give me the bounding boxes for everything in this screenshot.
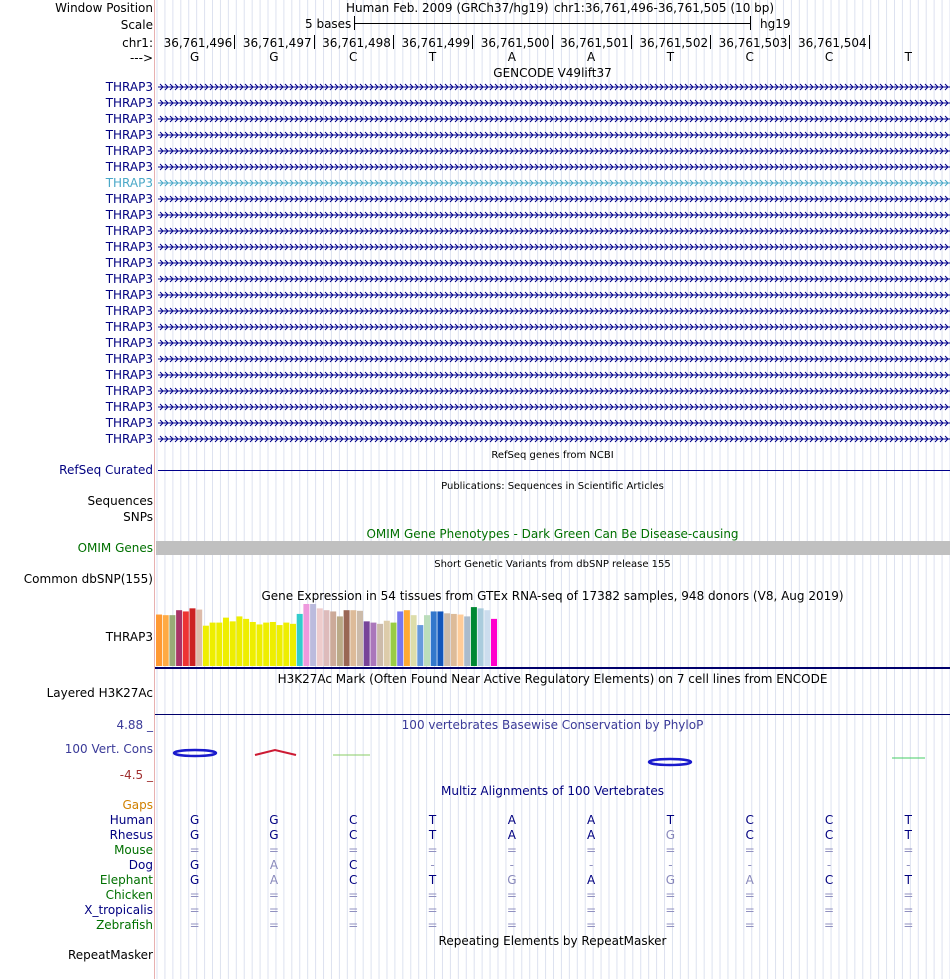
aligned-base: G [189, 828, 200, 842]
gtex-tissue-bar[interactable] [176, 610, 182, 666]
reference-base: T [428, 50, 437, 64]
gtex-tissue-bar[interactable] [183, 611, 189, 666]
species-label[interactable]: Rhesus [109, 828, 153, 842]
aligned-base: = [348, 918, 359, 932]
aligned-base: T [904, 873, 913, 887]
gencode-transcript[interactable] [158, 290, 950, 300]
phylop-letter-g-2 [649, 759, 691, 765]
aligned-base: = [586, 918, 597, 932]
gtex-tissue-bar[interactable] [451, 614, 457, 666]
phylop-logo[interactable] [155, 744, 950, 774]
reference-base: A [587, 50, 596, 64]
aligned-base: = [189, 918, 200, 932]
aligned-base: G [665, 828, 676, 842]
strand-label: ---> [129, 51, 153, 65]
gencode-gene-label[interactable]: THRAP3 [105, 128, 153, 142]
species-label[interactable]: X_tropicalis [84, 903, 153, 917]
aligned-base: = [268, 843, 279, 857]
gtex-tissue-bar[interactable] [377, 624, 383, 666]
gtex-tissue-bar[interactable] [350, 610, 356, 666]
species-label[interactable]: Dog [128, 858, 153, 872]
aligned-base: = [903, 843, 914, 857]
coordinate-label: 36,761,502 [639, 36, 709, 50]
gtex-tissue-bar[interactable] [216, 623, 222, 666]
gencode-transcript[interactable] [158, 402, 950, 412]
gtex-tissue-bar[interactable] [310, 604, 316, 666]
aligned-base: = [824, 843, 835, 857]
gencode-transcript[interactable] [158, 98, 950, 108]
gtex-tissue-bar[interactable] [364, 621, 370, 666]
aligned-base: G [665, 873, 676, 887]
snps-label[interactable]: SNPs [123, 510, 153, 524]
reference-base: C [349, 50, 358, 64]
gencode-transcript[interactable] [158, 114, 950, 124]
reference-base: T [904, 50, 913, 64]
aligned-base: = [189, 843, 200, 857]
gencode-transcript[interactable] [158, 274, 950, 284]
aligned-base: = [744, 918, 755, 932]
aligned-base: A [745, 873, 754, 887]
aligned-base: = [189, 888, 200, 902]
aligned-base: T [904, 813, 913, 827]
phylop-min-label: -4.5 _ [119, 768, 153, 782]
aligned-base: C [824, 873, 834, 887]
aligned-base: = [268, 903, 279, 917]
gtex-tissue-bar[interactable] [303, 604, 309, 666]
aligned-base: - [588, 858, 594, 872]
assembly-text: Human Feb. 2009 (GRCh37/hg19) [346, 1, 549, 15]
aligned-base: = [348, 843, 359, 857]
gencode-transcript[interactable] [158, 370, 950, 380]
aligned-base: C [349, 858, 358, 872]
aligned-base: C [349, 828, 358, 842]
phylop-letter-a-1 [255, 750, 296, 755]
aligned-base: - [747, 858, 752, 872]
gtex-tissue-bar[interactable] [297, 614, 303, 666]
gencode-title: GENCODE V49lift37 [493, 66, 612, 80]
coordinate-label: 36,761,503 [718, 36, 788, 50]
gtex-tissue-bar[interactable] [437, 611, 443, 666]
gtex-tissue-bar[interactable] [257, 624, 263, 666]
gencode-gene-label[interactable]: THRAP3 [105, 96, 153, 110]
gencode-transcript[interactable] [158, 178, 950, 188]
aligned-base: = [268, 918, 279, 932]
aligned-base: T [428, 828, 437, 842]
aligned-base: = [586, 888, 597, 902]
gtex-baseline [155, 667, 950, 669]
gtex-tissue-bar[interactable] [203, 626, 209, 666]
repeatmasker-title: Repeating Elements by RepeatMasker [438, 934, 667, 948]
aligned-base: C [824, 828, 834, 842]
aligned-base: = [665, 903, 676, 917]
gencode-gene-label[interactable]: THRAP3 [105, 352, 153, 366]
aligned-base: T [428, 873, 437, 887]
aligned-base: = [268, 888, 279, 902]
aligned-base: A [507, 828, 516, 842]
refseq-feature[interactable] [158, 470, 950, 471]
gtex-tissue-bar[interactable] [190, 608, 196, 666]
gtex-tissue-bar[interactable] [290, 624, 296, 666]
phylop-letter-g-1 [174, 750, 216, 756]
aligned-base: = [665, 843, 676, 857]
phylop-label[interactable]: 100 Vert. Cons [64, 742, 153, 756]
omim-title: OMIM Gene Phenotypes - Dark Green Can Be Disease-causing [366, 527, 739, 541]
gtex-label[interactable]: THRAP3 [105, 630, 153, 644]
aligned-base: G [189, 858, 200, 872]
coordinate-label: 36,761,497 [242, 36, 312, 50]
aligned-base: C [349, 813, 358, 827]
aligned-base: = [744, 843, 755, 857]
gencode-transcript[interactable] [158, 258, 950, 268]
gtex-tissue-bar[interactable] [277, 625, 283, 666]
gtex-tissue-bar[interactable] [464, 616, 470, 666]
h3k27ac-title: H3K27Ac Mark (Often Found Near Active Regulatory Elements) on 7 cell lines from ENCODE [277, 672, 828, 686]
gencode-transcript[interactable] [158, 146, 950, 156]
gtex-title: Gene Expression in 54 tissues from GTEx RNA-seq of 17382 samples, 948 donors (V8, Aug 2019) [261, 589, 844, 603]
aligned-base: C [349, 873, 358, 887]
aligned-base: = [427, 843, 438, 857]
gencode-gene-label[interactable]: THRAP3 [105, 240, 153, 254]
gencode-gene-label[interactable]: THRAP3 [105, 208, 153, 222]
gtex-tissue-bar[interactable] [370, 623, 376, 666]
aligned-base: A [269, 873, 279, 887]
aligned-base: - [906, 858, 911, 872]
species-label[interactable]: Elephant [99, 873, 153, 887]
aligned-base: A [587, 813, 596, 827]
aligned-base: C [745, 813, 754, 827]
gencode-transcript[interactable] [158, 434, 950, 444]
gencode-transcript[interactable] [158, 322, 950, 332]
aligned-base: A [587, 873, 596, 887]
gtex-tissue-bar[interactable] [444, 613, 450, 666]
coordinate-label: 36,761,498 [322, 36, 391, 50]
aligned-base: = [348, 888, 359, 902]
gencode-gene-label[interactable]: THRAP3 [105, 272, 153, 286]
gencode-transcript[interactable] [158, 130, 950, 140]
species-label[interactable]: Chicken [105, 888, 153, 902]
aligned-base: = [506, 843, 517, 857]
species-label[interactable]: Mouse [114, 843, 153, 857]
sequences-label[interactable]: Sequences [87, 494, 153, 508]
gencode-transcript[interactable] [158, 338, 950, 348]
chr-label: chr1: [122, 36, 153, 50]
aligned-base: = [824, 888, 835, 902]
aligned-base: T [904, 828, 913, 842]
gtex-tissue-bar[interactable] [404, 610, 410, 666]
phylop-max-label: 4.88 _ [116, 718, 153, 732]
gencode-transcript[interactable] [158, 386, 950, 396]
species-label[interactable]: Human [109, 813, 153, 827]
gtex-tissue-bar[interactable] [223, 618, 229, 666]
gtex-tissue-bar[interactable] [491, 619, 497, 666]
aligned-base: G [189, 873, 200, 887]
coordinate-label: 36,761,500 [480, 36, 550, 50]
phylop-title: 100 vertebrates Basewise Conservation by PhyloP [401, 718, 704, 732]
refseq-label[interactable]: RefSeq Curated [59, 463, 153, 477]
gencode-gene-label[interactable]: THRAP3 [105, 320, 153, 334]
aligned-base: = [744, 888, 755, 902]
gtex-tissue-bar[interactable] [484, 610, 490, 666]
publications-title: Publications: Sequences in Scientific Articles [441, 481, 664, 492]
gtex-tissue-bar[interactable] [471, 607, 477, 666]
aligned-base: = [586, 843, 597, 857]
gtex-tissue-bar[interactable] [417, 625, 423, 666]
h3k27ac-label[interactable]: Layered H3K27Ac [46, 686, 153, 700]
aligned-base: = [824, 918, 835, 932]
gtex-tissue-bar[interactable] [263, 623, 269, 666]
aligned-base: A [269, 858, 279, 872]
gencode-gene-label[interactable]: THRAP3 [105, 224, 153, 238]
aligned-base: = [427, 888, 438, 902]
gtex-tissue-bar[interactable] [344, 610, 350, 666]
gtex-tissue-bar[interactable] [210, 623, 216, 666]
aligned-base: = [506, 903, 517, 917]
gencode-transcript[interactable] [158, 354, 950, 364]
reference-base: A [507, 50, 516, 64]
gtex-tissue-bar[interactable] [478, 608, 484, 666]
h3k27ac-baseline [155, 714, 950, 715]
window-position-label: Window Position [55, 1, 153, 15]
gencode-gene-label[interactable]: THRAP3 [105, 416, 153, 430]
coordinate-tick [869, 35, 870, 49]
multiz-title: Multiz Alignments of 100 Vertebrates [440, 784, 665, 798]
gencode-transcript[interactable] [158, 226, 950, 236]
omim-label[interactable]: OMIM Genes [77, 541, 153, 555]
gtex-tissue-bar[interactable] [384, 621, 390, 666]
aligned-base: = [665, 888, 676, 902]
gencode-transcript[interactable] [158, 194, 950, 204]
scale-text: 5 bases [305, 17, 352, 31]
db-text: hg19 [760, 17, 791, 31]
gencode-gene-label[interactable]: THRAP3 [105, 400, 153, 414]
aligned-base: = [427, 918, 438, 932]
aligned-base: A [587, 828, 596, 842]
gtex-tissue-bar[interactable] [411, 615, 417, 666]
aligned-base: - [826, 858, 832, 872]
omim-feature[interactable] [156, 541, 950, 555]
gencode-gene-label[interactable]: THRAP3 [105, 384, 153, 398]
aligned-base: = [427, 903, 438, 917]
aligned-base: = [189, 903, 200, 917]
gencode-gene-label[interactable]: THRAP3 [105, 160, 153, 174]
repeatmasker-label[interactable]: RepeatMasker [67, 948, 153, 962]
gtex-tissue-bar[interactable] [250, 622, 256, 666]
gtex-tissue-bar[interactable] [283, 623, 289, 666]
gtex-tissue-bar[interactable] [156, 615, 162, 666]
dbsnp-label[interactable]: Common dbSNP(155) [23, 572, 153, 586]
gtex-tissue-bar[interactable] [330, 611, 336, 666]
reference-base: C [745, 50, 754, 64]
coordinate-label: 36,761,499 [401, 36, 471, 50]
dbsnp-title: Short Genetic Variants from dbSNP release 155 [434, 559, 671, 570]
reference-base: T [666, 50, 675, 64]
gencode-gene-label[interactable]: THRAP3 [105, 144, 153, 158]
gtex-tissue-bar[interactable] [431, 611, 437, 666]
gencode-transcript[interactable] [158, 418, 950, 428]
gtex-tissue-bar[interactable] [243, 619, 249, 666]
scale-label: Scale [120, 18, 153, 32]
gencode-gene-label[interactable]: THRAP3 [105, 432, 153, 446]
coordinate-label: 36,761,501 [560, 36, 629, 50]
gencode-transcript[interactable] [158, 306, 950, 316]
gtex-tissue-bar[interactable] [270, 622, 276, 666]
gencode-gene-label[interactable]: THRAP3 [105, 336, 153, 350]
aligned-base: - [668, 858, 673, 872]
coordinate-label: 36,761,504 [797, 36, 867, 50]
gtex-tissue-bar[interactable] [424, 615, 430, 666]
aligned-base: = [824, 903, 835, 917]
gtex-tissue-bar[interactable] [236, 616, 242, 666]
aligned-base: G [269, 813, 279, 827]
reference-base: G [269, 50, 279, 64]
aligned-base: G [189, 813, 200, 827]
aligned-base: = [586, 903, 597, 917]
gencode-transcript[interactable] [158, 210, 950, 220]
gtex-tissue-bar[interactable] [324, 610, 330, 666]
gtex-bar-chart[interactable] [155, 604, 555, 666]
aligned-base: = [903, 918, 914, 932]
species-label[interactable]: Zebrafish [96, 918, 153, 932]
aligned-base: = [903, 903, 914, 917]
scale-bar [354, 16, 751, 30]
gencode-gene-label[interactable]: THRAP3 [105, 368, 153, 382]
aligned-base: G [269, 828, 279, 842]
coordinate-label: 36,761,496 [163, 36, 233, 50]
gencode-gene-label[interactable]: THRAP3 [105, 304, 153, 318]
position-text: chr1:36,761,496-36,761,505 (10 bp) [554, 1, 775, 15]
aligned-base: C [824, 813, 834, 827]
aligned-base: = [506, 888, 517, 902]
refseq-title: RefSeq genes from NCBI [491, 450, 614, 461]
gencode-gene-label[interactable]: THRAP3 [105, 80, 153, 94]
gtex-tissue-bar[interactable] [317, 608, 323, 666]
gtex-tissue-bar[interactable] [163, 615, 169, 666]
aligned-base: - [430, 858, 435, 872]
gaps-label[interactable]: Gaps [122, 798, 153, 812]
gencode-transcript[interactable] [158, 82, 950, 92]
gtex-tissue-bar[interactable] [391, 623, 397, 666]
gtex-tissue-bar[interactable] [230, 621, 236, 666]
gencode-transcript[interactable] [158, 162, 950, 172]
gencode-gene-label[interactable]: THRAP3 [105, 256, 153, 270]
gencode-gene-label[interactable]: THRAP3 [105, 176, 153, 190]
gtex-tissue-bar[interactable] [357, 611, 363, 666]
aligned-base: - [509, 858, 515, 872]
aligned-base: G [507, 873, 517, 887]
gencode-transcript[interactable] [158, 242, 950, 252]
gtex-tissue-bar[interactable] [196, 610, 202, 666]
gtex-tissue-bar[interactable] [458, 615, 464, 666]
gencode-gene-label[interactable]: THRAP3 [105, 112, 153, 126]
aligned-base: T [428, 813, 437, 827]
gencode-gene-label[interactable]: THRAP3 [105, 288, 153, 302]
aligned-base: = [348, 903, 359, 917]
reference-base: C [824, 50, 834, 64]
aligned-base: C [745, 828, 754, 842]
gtex-tissue-bar[interactable] [337, 616, 343, 666]
aligned-base: T [666, 813, 675, 827]
gencode-gene-label[interactable]: THRAP3 [105, 192, 153, 206]
aligned-base: = [506, 918, 517, 932]
aligned-base: = [744, 903, 755, 917]
aligned-base: = [665, 918, 676, 932]
gtex-tissue-bar[interactable] [397, 611, 403, 666]
aligned-base: = [903, 888, 914, 902]
gtex-tissue-bar[interactable] [169, 615, 175, 666]
aligned-base: A [507, 813, 516, 827]
reference-base: G [189, 50, 200, 64]
